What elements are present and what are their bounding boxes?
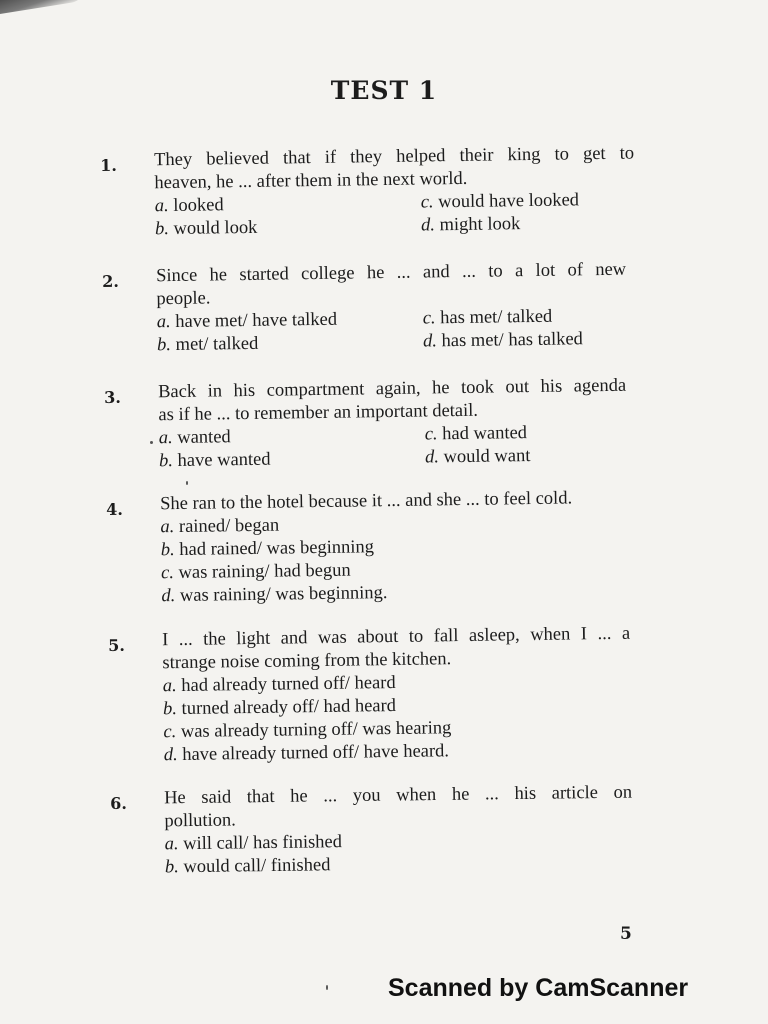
option-b xyxy=(155,215,421,242)
option-text: looked xyxy=(173,195,224,216)
question-stem-line: He said that he ... you when he ... his article on xyxy=(164,782,633,809)
question-body xyxy=(158,375,627,474)
option-letter: b. xyxy=(164,857,179,878)
option-b xyxy=(165,851,633,880)
question-body xyxy=(164,782,633,880)
question-stem-line: She ran to the hotel because it ... and she ... to feel cold. xyxy=(160,488,573,515)
option-text: had rained/ was beginning xyxy=(179,537,375,560)
option-letter: c. xyxy=(424,424,438,445)
option-text: have wanted xyxy=(177,449,271,471)
answer-options xyxy=(157,305,628,358)
option-letter: d. xyxy=(163,745,178,766)
option-text: have already turned off/ have heard. xyxy=(182,741,450,765)
answer-options xyxy=(163,669,632,768)
option-text: was raining/ was beginning. xyxy=(179,583,388,606)
option-letter: b. xyxy=(156,335,172,356)
page-number: 5 xyxy=(620,924,632,944)
option-letter: b. xyxy=(162,699,178,720)
question-stem-line: people. xyxy=(156,288,211,310)
scan-speck xyxy=(326,985,328,990)
question-body xyxy=(162,623,632,768)
option-letter: a. xyxy=(162,676,177,697)
option-b xyxy=(157,331,423,358)
option-text: would call/ finished xyxy=(183,855,331,878)
scan-speck xyxy=(186,481,188,485)
option-letter: a. xyxy=(158,428,173,449)
question-body xyxy=(156,259,627,358)
question-stem-line: strange noise coming from the kitchen. xyxy=(162,649,452,674)
option-text: have met/ have talked xyxy=(175,309,338,332)
option-letter: c. xyxy=(160,563,175,584)
option-letter: a. xyxy=(164,834,179,855)
option-d xyxy=(423,327,643,353)
scan-edge-smudge xyxy=(0,0,86,15)
question-number: 6. xyxy=(110,793,128,813)
question-number: 5. xyxy=(108,635,126,655)
option-c xyxy=(425,420,645,446)
option-b xyxy=(159,447,425,474)
option-text: wanted xyxy=(177,427,231,448)
option-text: had wanted xyxy=(442,423,528,445)
option-text: has met/ has talked xyxy=(441,329,583,352)
option-text: would have looked xyxy=(438,190,580,213)
option-text: rained/ began xyxy=(178,515,280,537)
option-text: would want xyxy=(443,446,531,468)
option-letter: c. xyxy=(422,308,436,329)
question-stem-line: Back in his compartment again, he took out his agenda xyxy=(158,375,627,403)
option-letter: d. xyxy=(420,215,436,236)
option-letter: a. xyxy=(154,196,169,217)
option-c xyxy=(421,188,641,214)
option-text: had already turned off/ heard xyxy=(181,672,396,696)
answer-options xyxy=(165,828,634,880)
option-letter: d. xyxy=(424,447,440,468)
option-letter: c. xyxy=(163,722,177,743)
option-text: turned already off/ had heard xyxy=(181,695,397,719)
scanner-watermark: Scanned by CamScanner xyxy=(388,974,689,1002)
option-letter: a. xyxy=(160,517,175,538)
option-letter: b. xyxy=(160,540,175,561)
option-letter: d. xyxy=(161,586,176,607)
option-letter: c. xyxy=(420,192,434,213)
option-d xyxy=(421,211,641,237)
question-stem-line: heaven, he ... after them in the next world. xyxy=(154,168,468,194)
question-body xyxy=(154,143,635,242)
answer-options xyxy=(159,421,628,474)
question-body xyxy=(160,487,632,609)
option-text: might look xyxy=(439,214,521,236)
option-letter: b. xyxy=(154,219,170,240)
option-text: will call/ has finished xyxy=(183,832,343,855)
option-letter: b. xyxy=(158,451,174,472)
option-d xyxy=(425,443,645,469)
question-stem-line: Since he started college he ... and ... to a lot of new xyxy=(156,259,627,287)
question-number: 1. xyxy=(100,155,118,175)
test-title: TEST 1 xyxy=(330,76,438,105)
question-number: 4. xyxy=(106,499,124,519)
answer-options xyxy=(155,189,636,242)
question-stem-line: They believed that if they helped their king to get to xyxy=(154,143,635,171)
question-stem-line: pollution. xyxy=(164,810,236,832)
option-text: has met/ talked xyxy=(440,306,553,329)
option-text: met/ talked xyxy=(175,333,259,355)
option-letter: d. xyxy=(422,331,438,352)
question-number: 2. xyxy=(102,271,120,291)
question-stem-line: as if he ... to remember an important detail. xyxy=(158,400,479,426)
option-text: was raining/ had begun xyxy=(178,560,351,583)
question-number: 3. xyxy=(104,387,122,407)
option-letter: a. xyxy=(156,312,171,333)
option-text: would look xyxy=(173,217,258,239)
option-c xyxy=(423,304,643,330)
option-text: was already turning off/ was hearing xyxy=(180,718,452,742)
question-stem-line: I ... the light and was about to fall asleep, when I ... a xyxy=(162,623,631,651)
scan-speck xyxy=(150,441,153,444)
